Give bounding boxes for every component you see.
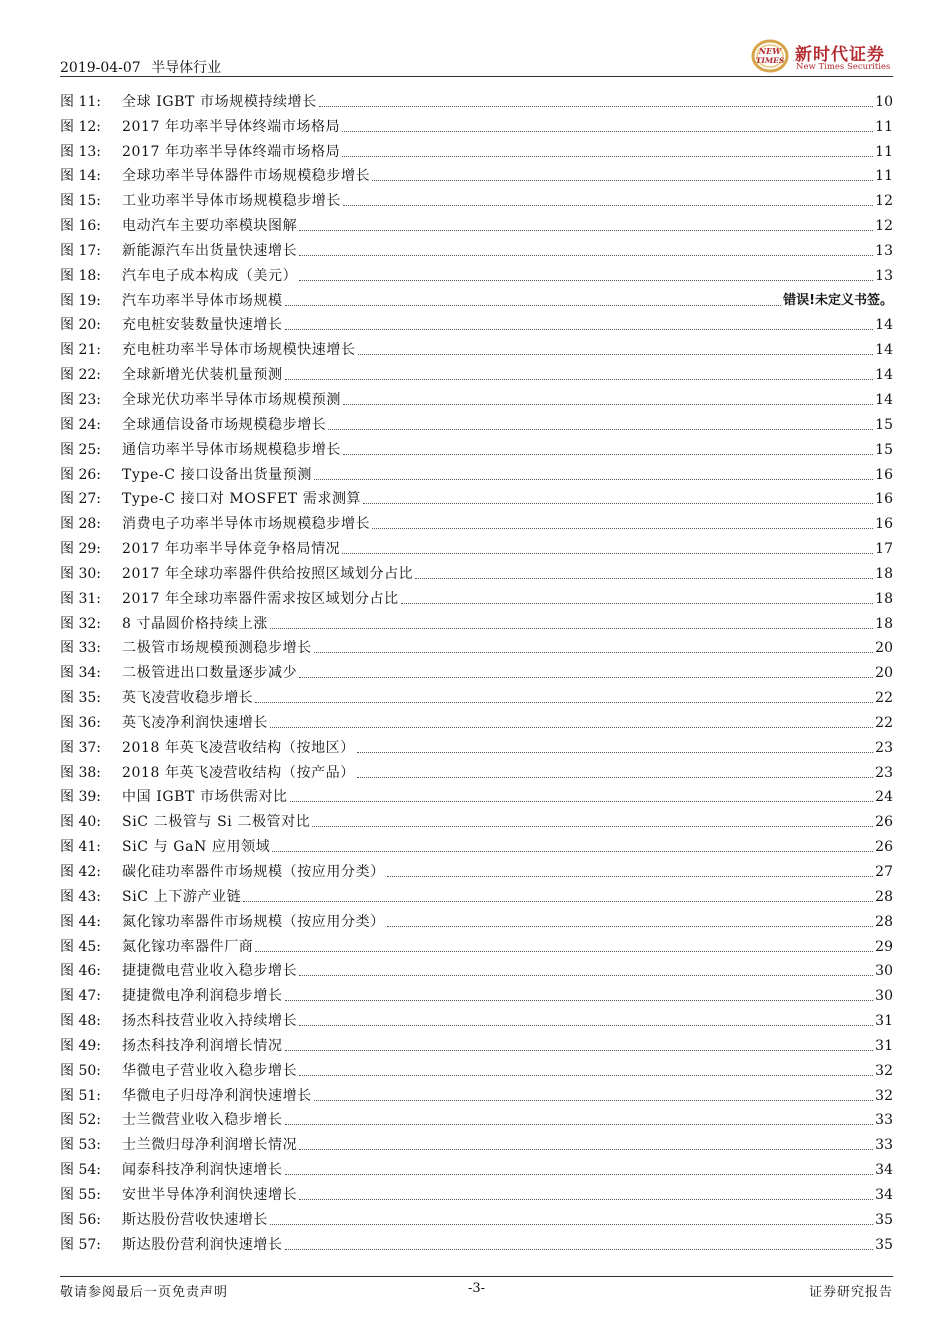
figure-title: SiC 与 GaN 应用领域 bbox=[122, 839, 271, 856]
toc-entry[interactable] bbox=[60, 783, 893, 808]
new-times-logo-icon bbox=[750, 38, 790, 74]
figure-number: 图 18: bbox=[60, 267, 101, 284]
figure-title: 士兰微营业收入稳步增长 bbox=[122, 1112, 283, 1129]
page-reference: 18 bbox=[875, 565, 893, 582]
page-reference: 10 bbox=[875, 93, 893, 110]
figure-number: 图 36: bbox=[60, 714, 101, 731]
figure-title: 二极管市场规模预测稳步增长 bbox=[122, 640, 312, 657]
page-reference: 22 bbox=[875, 714, 893, 731]
dot-leader bbox=[372, 528, 873, 529]
page-reference: 14 bbox=[875, 367, 893, 384]
page-reference: 33 bbox=[875, 1137, 893, 1154]
figure-title: 全球新增光伏装机量预测 bbox=[122, 367, 283, 384]
toc-entry[interactable] bbox=[60, 584, 893, 609]
figure-title: 扬杰科技营业收入持续增长 bbox=[122, 1013, 298, 1030]
page-reference: 20 bbox=[875, 665, 893, 682]
toc-entry[interactable] bbox=[60, 509, 893, 534]
dot-leader bbox=[314, 479, 873, 480]
figure-number: 图 27: bbox=[60, 491, 101, 508]
figure-number: 图 48: bbox=[60, 1013, 101, 1030]
toc-entry[interactable] bbox=[60, 1056, 893, 1081]
figure-number: 图 17: bbox=[60, 242, 101, 259]
figure-number: 图 26: bbox=[60, 466, 101, 483]
logo-chinese-name: 新时代证券 bbox=[795, 45, 885, 65]
page-reference: 16 bbox=[875, 466, 893, 483]
figure-number: 图 52: bbox=[60, 1112, 101, 1129]
header-divider bbox=[60, 76, 893, 77]
figure-title: Type-C 接口设备出货量预测 bbox=[122, 466, 312, 483]
figure-title: 安世半导体净利润快速增长 bbox=[122, 1186, 298, 1203]
toc-entry[interactable] bbox=[60, 162, 893, 187]
toc-entry[interactable] bbox=[60, 683, 893, 708]
page-reference: 28 bbox=[875, 913, 893, 930]
toc-entry[interactable] bbox=[60, 832, 893, 857]
toc-entry[interactable] bbox=[60, 360, 893, 385]
dot-leader bbox=[299, 975, 873, 976]
figure-number: 图 15: bbox=[60, 193, 101, 210]
figure-title: 充电桩安装数量快速增长 bbox=[122, 317, 283, 334]
toc-entry[interactable] bbox=[60, 1031, 893, 1056]
figure-number: 图 39: bbox=[60, 789, 101, 806]
page-reference: 24 bbox=[875, 789, 893, 806]
svg-text:NEW: NEW bbox=[758, 46, 782, 56]
figure-number: 图 38: bbox=[60, 764, 101, 781]
figure-title: 2017 年功率半导体终端市场格局 bbox=[122, 118, 341, 135]
toc-entry[interactable] bbox=[60, 708, 893, 733]
figure-number: 图 11: bbox=[60, 93, 101, 110]
figure-number: 图 25: bbox=[60, 441, 101, 458]
page-reference: 11 bbox=[875, 168, 893, 185]
figure-title: 捷捷微电营业收入稳步增长 bbox=[122, 963, 298, 980]
figure-title: 8 寸晶圆价格持续上涨 bbox=[122, 615, 268, 632]
page-reference: 12 bbox=[875, 218, 893, 235]
dot-leader bbox=[299, 1025, 873, 1026]
dot-leader bbox=[357, 752, 873, 753]
page-reference: 34 bbox=[875, 1162, 893, 1179]
figure-number: 图 19: bbox=[60, 292, 101, 309]
figure-title: 全球功率半导体器件市场规模稳步增长 bbox=[122, 168, 371, 185]
toc-entry[interactable] bbox=[60, 435, 893, 460]
figure-title: 士兰微归母净利润增长情况 bbox=[122, 1137, 298, 1154]
page-reference: 26 bbox=[875, 839, 893, 856]
page-reference: 16 bbox=[875, 516, 893, 533]
toc-entry[interactable] bbox=[60, 236, 893, 261]
figure-number: 图 13: bbox=[60, 143, 101, 160]
page-reference: 33 bbox=[875, 1112, 893, 1129]
figure-title: SiC 二极管与 Si 二极管对比 bbox=[122, 814, 311, 831]
figure-title: 扬杰科技净利润增长情况 bbox=[122, 1037, 283, 1054]
dot-leader bbox=[299, 230, 873, 231]
footer-divider bbox=[60, 1276, 893, 1277]
figure-list bbox=[60, 87, 893, 1255]
industry-name: 半导体行业 bbox=[151, 60, 222, 76]
toc-entry[interactable] bbox=[60, 286, 893, 311]
svg-text:TIMES: TIMES bbox=[755, 56, 785, 65]
dot-leader bbox=[270, 727, 873, 728]
dot-leader bbox=[285, 305, 781, 306]
toc-entry[interactable] bbox=[60, 807, 893, 832]
page-reference: 28 bbox=[875, 888, 893, 905]
figure-number: 图 14: bbox=[60, 168, 101, 185]
logo-english-name: New Times Securities bbox=[796, 62, 891, 72]
page-reference: 31 bbox=[875, 1013, 893, 1030]
figure-title: 2017 年全球功率器件需求按区域划分占比 bbox=[122, 590, 399, 607]
dot-leader bbox=[415, 578, 873, 579]
dot-leader bbox=[299, 1149, 873, 1150]
dot-leader bbox=[299, 255, 873, 256]
dot-leader bbox=[299, 280, 873, 281]
figure-number: 图 35: bbox=[60, 690, 101, 707]
page-reference: 错误!未定义书签。 bbox=[783, 292, 893, 308]
dot-leader bbox=[285, 1124, 874, 1125]
dot-leader bbox=[299, 1199, 873, 1200]
toc-entry[interactable] bbox=[60, 261, 893, 286]
dot-leader bbox=[357, 777, 873, 778]
figure-number: 图 41: bbox=[60, 839, 101, 856]
figure-title: 2017 年功率半导体竞争格局情况 bbox=[122, 541, 341, 558]
figure-number: 图 42: bbox=[60, 864, 101, 880]
figure-number: 图 44: bbox=[60, 913, 101, 930]
toc-entry[interactable] bbox=[60, 311, 893, 336]
figure-title: 工业功率半导体市场规模稳步增长 bbox=[122, 193, 341, 210]
page-reference: 32 bbox=[875, 1087, 893, 1104]
toc-entry[interactable] bbox=[60, 857, 893, 882]
figure-title: 充电桩功率半导体市场规模快速增长 bbox=[122, 342, 356, 359]
figure-title: 中国 IGBT 市场供需对比 bbox=[122, 789, 288, 806]
toc-entry[interactable] bbox=[60, 907, 893, 932]
page-reference: 13 bbox=[875, 267, 893, 284]
figure-title: 全球光伏功率半导体市场规模预测 bbox=[122, 391, 341, 408]
figure-title: 华微电子营业收入稳步增长 bbox=[122, 1062, 298, 1079]
dot-leader bbox=[299, 1075, 873, 1076]
toc-entry[interactable] bbox=[60, 485, 893, 510]
page-reference: 35 bbox=[875, 1236, 893, 1253]
figure-number: 图 56: bbox=[60, 1211, 101, 1228]
figure-title: 华微电子归母净利润快速增长 bbox=[122, 1087, 312, 1104]
figure-title: Type-C 接口对 MOSFET 需求测算 bbox=[122, 491, 362, 508]
page-reference: 26 bbox=[875, 814, 893, 831]
figure-number: 图 50: bbox=[60, 1062, 101, 1079]
toc-entry[interactable] bbox=[60, 534, 893, 559]
dot-leader bbox=[290, 801, 874, 802]
figure-number: 图 43: bbox=[60, 888, 101, 905]
page-reference: 30 bbox=[875, 988, 893, 1005]
dot-leader bbox=[387, 926, 873, 927]
dot-leader bbox=[387, 876, 873, 877]
figure-title: 闻泰科技净利润快速增长 bbox=[122, 1162, 283, 1179]
figure-title: 氮化镓功率器件市场规模（按应用分类） bbox=[122, 913, 385, 930]
page-reference: 18 bbox=[875, 615, 893, 632]
page-reference: 23 bbox=[875, 739, 893, 756]
figure-number: 图 21: bbox=[60, 342, 101, 359]
page-reference: 14 bbox=[875, 391, 893, 408]
figure-number: 图 37: bbox=[60, 739, 101, 756]
toc-entry[interactable] bbox=[60, 1230, 893, 1255]
dot-leader bbox=[299, 677, 873, 678]
figure-number: 图 45: bbox=[60, 938, 101, 955]
dot-leader bbox=[312, 826, 873, 827]
figure-title: 2017 年功率半导体终端市场格局 bbox=[122, 143, 341, 160]
page-reference: 15 bbox=[875, 441, 893, 458]
dot-leader bbox=[285, 329, 874, 330]
toc-entry[interactable] bbox=[60, 1180, 893, 1205]
dot-leader bbox=[372, 180, 873, 181]
toc-entry[interactable] bbox=[60, 981, 893, 1006]
dot-leader bbox=[270, 628, 873, 629]
toc-entry[interactable] bbox=[60, 112, 893, 137]
dot-leader bbox=[358, 354, 874, 355]
figure-title: 汽车功率半导体市场规模 bbox=[122, 292, 283, 309]
dot-leader bbox=[314, 1100, 873, 1101]
dot-leader bbox=[343, 205, 873, 206]
page-footer bbox=[60, 1281, 893, 1301]
toc-entry[interactable] bbox=[60, 87, 893, 112]
page-reference: 31 bbox=[875, 1037, 893, 1054]
figure-title: 英飞凌净利润快速增长 bbox=[122, 714, 268, 731]
dot-leader bbox=[314, 652, 873, 653]
page-reference: 15 bbox=[875, 416, 893, 433]
figure-title: 斯达股份营利润快速增长 bbox=[122, 1236, 283, 1253]
figure-title: 捷捷微电净利润稳步增长 bbox=[122, 988, 283, 1005]
header-info bbox=[60, 57, 227, 77]
page-reference: 35 bbox=[875, 1211, 893, 1228]
figure-number: 图 29: bbox=[60, 541, 101, 558]
figure-title: 斯达股份营收快速增长 bbox=[122, 1211, 268, 1228]
toc-entry[interactable] bbox=[60, 1155, 893, 1180]
toc-entry[interactable] bbox=[60, 1106, 893, 1131]
figure-number: 图 46: bbox=[60, 963, 101, 980]
toc-entry[interactable] bbox=[60, 634, 893, 659]
page-reference: 27 bbox=[875, 864, 893, 880]
page-reference: 34 bbox=[875, 1186, 893, 1203]
dot-leader bbox=[285, 1050, 874, 1051]
page-reference: 14 bbox=[875, 317, 893, 334]
dot-leader bbox=[285, 379, 874, 380]
toc-entry[interactable] bbox=[60, 1130, 893, 1155]
figure-number: 图 57: bbox=[60, 1236, 101, 1253]
figure-title: 2018 年英飞凌营收结构（按产品） bbox=[122, 764, 355, 781]
figure-number: 图 49: bbox=[60, 1037, 101, 1054]
dot-leader bbox=[343, 454, 873, 455]
page-reference: 29 bbox=[875, 938, 893, 955]
dot-leader bbox=[363, 503, 873, 504]
toc-entry[interactable] bbox=[60, 137, 893, 162]
dot-leader bbox=[342, 553, 873, 554]
dot-leader bbox=[328, 429, 873, 430]
figure-title: 2017 年全球功率器件供给按照区域划分占比 bbox=[122, 565, 414, 582]
figure-number: 图 32: bbox=[60, 615, 101, 632]
toc-entry[interactable] bbox=[60, 957, 893, 982]
dot-leader bbox=[319, 106, 873, 107]
toc-entry[interactable] bbox=[60, 186, 893, 211]
company-logo bbox=[750, 38, 895, 76]
dot-leader bbox=[285, 1174, 874, 1175]
figure-title: 全球 IGBT 市场规模持续增长 bbox=[122, 93, 317, 110]
figure-number: 图 30: bbox=[60, 565, 101, 582]
toc-entry[interactable] bbox=[60, 211, 893, 236]
figure-title: 汽车电子成本构成（美元） bbox=[122, 267, 298, 284]
page-reference: 12 bbox=[875, 193, 893, 210]
toc-entry[interactable] bbox=[60, 410, 893, 435]
toc-entry[interactable] bbox=[60, 609, 893, 634]
page-reference: 18 bbox=[875, 590, 893, 607]
figure-title: 碳化硅功率器件市场规模（按应用分类） bbox=[122, 864, 385, 880]
page-reference: 11 bbox=[875, 118, 893, 135]
page-number: -3- bbox=[467, 1281, 486, 1296]
toc-entry[interactable] bbox=[60, 460, 893, 485]
figure-number: 图 23: bbox=[60, 391, 101, 408]
dot-leader bbox=[285, 1249, 874, 1250]
figure-number: 图 51: bbox=[60, 1087, 101, 1104]
figure-number: 图 28: bbox=[60, 516, 101, 533]
figure-title: 消费电子功率半导体市场规模稳步增长 bbox=[122, 516, 371, 533]
report-type: 证券研究报告 bbox=[808, 1285, 893, 1300]
figure-number: 图 40: bbox=[60, 814, 101, 831]
figure-title: 2018 年英飞凌营收结构（按地区） bbox=[122, 739, 355, 756]
figure-title: 二极管进出口数量逐步减少 bbox=[122, 665, 298, 682]
figure-title: 英飞凌营收稳步增长 bbox=[122, 690, 254, 707]
figure-title: 通信功率半导体市场规模稳步增长 bbox=[122, 441, 341, 458]
figure-title: 电动汽车主要功率模块图解 bbox=[122, 218, 298, 235]
figure-number: 图 12: bbox=[60, 118, 101, 135]
figure-title: 新能源汽车出货量快速增长 bbox=[122, 242, 298, 259]
dot-leader bbox=[243, 901, 873, 902]
page-reference: 22 bbox=[875, 690, 893, 707]
dot-leader bbox=[343, 404, 873, 405]
footer-disclaimer: 敬请参阅最后一页免责声明 bbox=[60, 1285, 229, 1300]
figure-title: 全球通信设备市场规模稳步增长 bbox=[122, 416, 327, 433]
report-date: 2019-04-07 bbox=[60, 60, 141, 76]
figure-number: 图 20: bbox=[60, 317, 101, 334]
figure-number: 图 24: bbox=[60, 416, 101, 433]
page-reference: 32 bbox=[875, 1062, 893, 1079]
figure-number: 图 55: bbox=[60, 1186, 101, 1203]
toc-entry[interactable] bbox=[60, 882, 893, 907]
figure-number: 图 31: bbox=[60, 590, 101, 607]
toc-entry[interactable] bbox=[60, 733, 893, 758]
figure-number: 图 47: bbox=[60, 988, 101, 1005]
toc-entry[interactable] bbox=[60, 385, 893, 410]
figure-number: 图 22: bbox=[60, 367, 101, 384]
toc-entry[interactable] bbox=[60, 1205, 893, 1230]
dot-leader bbox=[272, 851, 873, 852]
figure-number: 图 54: bbox=[60, 1162, 101, 1179]
page-reference: 23 bbox=[875, 764, 893, 781]
toc-entry[interactable] bbox=[60, 559, 893, 584]
toc-entry[interactable] bbox=[60, 758, 893, 783]
page-reference: 20 bbox=[875, 640, 893, 657]
dot-leader bbox=[285, 1000, 874, 1001]
dot-leader bbox=[401, 603, 873, 604]
figure-title: SiC 上下游产业链 bbox=[122, 888, 242, 905]
page-reference: 30 bbox=[875, 963, 893, 980]
figure-number: 图 33: bbox=[60, 640, 101, 657]
toc-entry[interactable] bbox=[60, 335, 893, 360]
figure-title: 氮化镓功率器件厂商 bbox=[122, 938, 254, 955]
toc-entry[interactable] bbox=[60, 1006, 893, 1031]
figure-number: 图 16: bbox=[60, 218, 101, 235]
figure-number: 图 34: bbox=[60, 665, 101, 682]
dot-leader bbox=[270, 1224, 873, 1225]
dot-leader bbox=[342, 156, 873, 157]
dot-leader bbox=[255, 702, 873, 703]
figure-number: 图 53: bbox=[60, 1137, 101, 1154]
toc-entry[interactable] bbox=[60, 932, 893, 957]
dot-leader bbox=[255, 951, 873, 952]
dot-leader bbox=[342, 131, 873, 132]
page-reference: 16 bbox=[875, 491, 893, 508]
page-reference: 13 bbox=[875, 242, 893, 259]
toc-entry[interactable] bbox=[60, 658, 893, 683]
page-reference: 14 bbox=[875, 342, 893, 359]
page-reference: 17 bbox=[875, 541, 893, 558]
toc-entry[interactable] bbox=[60, 1081, 893, 1106]
page-reference: 11 bbox=[875, 143, 893, 160]
